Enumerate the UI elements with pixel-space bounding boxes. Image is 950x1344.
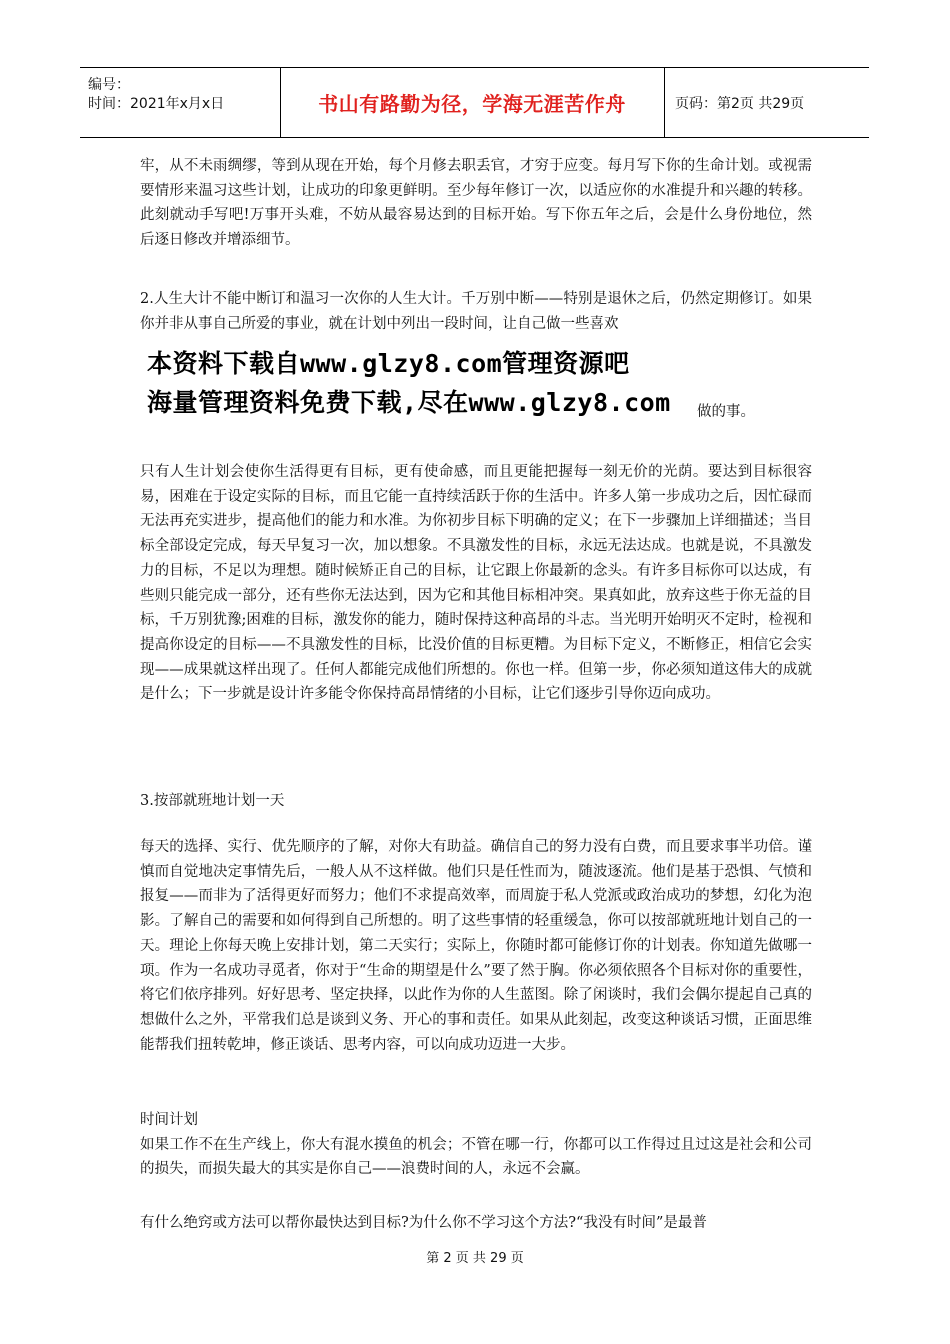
body-paragraph-4: 每天的选择、实行、优先顺序的了解，对你大有助益。确信自己的努力没有白费，而且要求事半功倍。谨慎而自觉地决定事情先后，一般人从不这样做。他们只是任性而为，随波逐流。他们是基于恐惧、气愤和报复——而非为了活得更好而努力；他们不求提高效率，而周旋于私人党派或政治成功的梦想，幻化为泡影。了解自己的需要和如何得到自己所想的。明了这些事情的轻重缓急，你可以按部就班地计划自己的一天。理论上你每天晚上安排计划，第二天实行；实际上，你随时都可能修订你的计划表。你知道先做哪一项。作为一名成功寻觅者，你对于“生命的期望是什么”要了然于胸。你必须依照各个目标对你的重要性，将它们依序排列。好好思考、坚定抉择，以此作为你的人生蓝图。除了闲谈时，我们会偶尔提起自己真的想做什么之外，平常我们总是谈到义务、开心的事和责任。如果从此刻起，改变这种谈话习惯，正面思维能帮我们扭转乾坤，修正谈话、思考内容，可以向成功迈进一大步。 (140, 839, 812, 1053)
body-paragraph-5: 时间计划 如果工作不在生产线上，你大有混水摸鱼的机会；不管在哪一行，你都可以工作得过且过这是社会和公司的损失，而损失最大的其实是你自己——浪费时间的人，永远不会赢。 (140, 1112, 812, 1178)
page-footer: 第 2 页 共 29 页 (426, 1251, 524, 1266)
watermark-line-2: 海量管理资料免费下载,尽在www.glzy8.com (147, 388, 671, 417)
section-heading-3: 3.按部就班地计划一天 (140, 793, 285, 809)
body-paragraph-1: 牢，从不未雨绸缪，等到从现在开始，每个月修去职丢官，才穷于应变。每月写下你的生命计划。或视需要情形来温习这些计划，让成功的印象更鲜明。至少每年修订一次，以适应你的水准提升和兴趣的转移。此刻就动手写吧!万事开头难，不妨从最容易达到的目标开始。写下你五年之后，会是什么身份地位，然后逐日修改并增添细节。 (140, 158, 812, 249)
document-number-label: 编号： (88, 77, 130, 93)
body-paragraph-2-tail: 做的事。 (697, 404, 755, 420)
body-paragraph-2: 2.人生大计不能中断订和温习一次你的人生大计。千万别中断——特别是退休之后，仍然定期修订。如果你并非从事自己所爱的事业，就在计划中列出一段时间，让自己做一些喜欢 (140, 291, 812, 332)
header-meta-cell (80, 68, 281, 137)
header-motto: 书山有路勤为径，学海无涯苦作舟 (318, 92, 626, 116)
body-paragraph-3: 只有人生计划会使你生活得更有目标，更有使命感，而且更能把握每一刻无价的光荫。要达到目标很容易，困难在于设定实际的目标，而且它能一直持续活跃于你的生活中。许多人第一步成功之后，因忙碌而无法再充实进步，提高他们的能力和水准。为你初步目标下明确的定义；在下一步骤加上详细描述；当目标全部设定完成，每天早复习一次，加以想象。不具激发性的目标，永远无法达成。也就是说，不具激发力的目标，不足以为理想。随时候矫正自己的目标，让它跟上你最新的念头。有许多目标你可以达成，有些则只能完成一部分，还有些你无法达到，因为它和其他目标相冲突。果真如此，放弃这些于你无益的目标，千万别犹豫;困难的目标，激发你的能力，随时保持这种高昂的斗志。当光明开始明灭不定时，检视和提高你设定的目标——不具激发性的目标，比没价值的目标更糟。为目标下定义，不断修正，相信它会实现——成果就这样出现了。任何人都能完成他们所想的。你也一样。但第一步，你必须知道这伟大的成就是什么；下一步就是设计许多能令你保持高昂情绪的小目标，让它们逐步引导你迈向成功。 (140, 464, 812, 703)
header-page-cell (665, 68, 869, 137)
header-motto-cell (280, 68, 665, 137)
document-date-label: 时间：2021年x月x日 (88, 96, 225, 112)
header-page-number: 页码：第2页 共29页 (675, 95, 805, 112)
page-header (80, 67, 869, 138)
body-paragraph-6: 有什么绝窍或方法可以帮你最快达到目标?为什么你不学习这个方法?“我没有时间”是最普 (140, 1215, 707, 1231)
watermark-line-1: 本资料下载自www.glzy8.com管理资源吧 (147, 349, 630, 378)
